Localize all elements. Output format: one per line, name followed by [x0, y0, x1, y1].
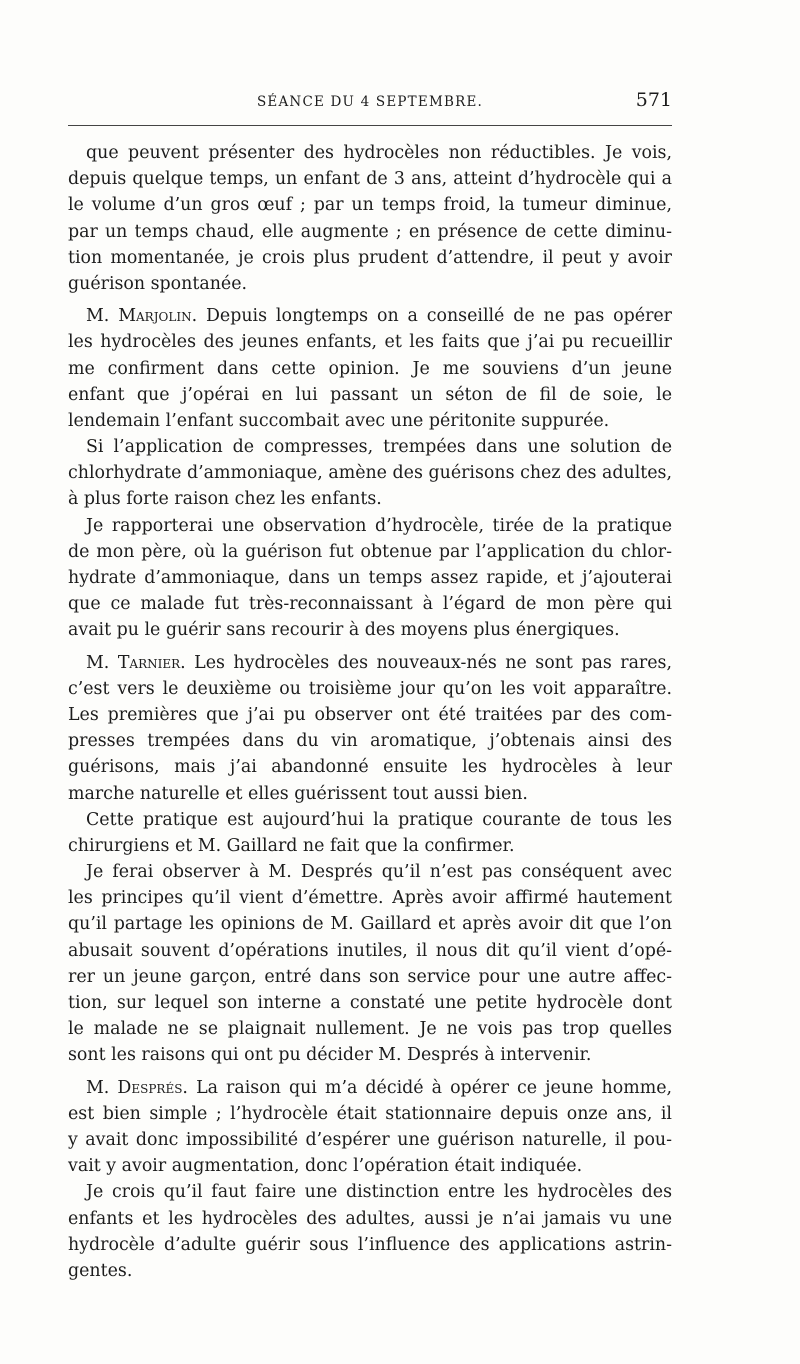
- line-text: Cette pratique est aujourd’hui la pratique courante de tous les: [86, 809, 672, 830]
- text-line: [68, 702, 672, 728]
- line-text: Je ferai observer à M. Després qu’il n’est pas conséquent avec: [86, 862, 672, 883]
- text-line: [68, 192, 672, 218]
- line-text: qu’il partage les opinions de M. Gaillard et après avoir dit que l’on: [68, 914, 672, 935]
- line-text: La raison qui m’a décidé à opérer ce jeune homme,: [196, 1077, 673, 1098]
- text-line: [68, 754, 672, 780]
- line-text: y avait donc impossibilité d’espérer une guérison naturelle, il pou-: [68, 1129, 672, 1150]
- line-text: enfants et les hydrocèles des adultes, aussi je n’ai jamais vu une: [68, 1208, 672, 1229]
- text-line: [68, 650, 672, 676]
- text-line: [68, 1075, 672, 1101]
- text-line: [68, 833, 672, 859]
- line-text: depuis quelque temps, un enfant de 3 ans, atteint d’hydrocèle qui a: [68, 169, 672, 190]
- header-rule: [68, 125, 672, 126]
- line-text: abusait souvent d’opérations inutiles, il nous dit qu’il vient d’opé-: [68, 940, 672, 961]
- line-text: le volume d’un gros œuf ; par un temps froid, la tumeur diminue,: [68, 195, 672, 216]
- text-line: [68, 382, 672, 408]
- line-text: tion, sur lequel son interne a constaté une petite hydrocèle dont: [68, 993, 672, 1013]
- text-line: [68, 591, 672, 617]
- paragraph: [68, 1179, 672, 1284]
- line-text: hydrate d’ammoniaque, dans un temps assez rapide, et j’ajouterai: [68, 568, 672, 588]
- body-text: [68, 140, 672, 1284]
- line-text: Les hydrocèles des nouveaux-nés ne sont pas rares,: [194, 652, 672, 673]
- line-text: guérisons, mais j’ai abandonné ensuite les hydrocèles à leur: [68, 757, 672, 778]
- text-line: [68, 1127, 672, 1153]
- line-text: presses trempées dans du vin aromatique, j’obtenais ainsi des: [68, 731, 672, 752]
- text-line: [68, 990, 672, 1016]
- text-line: [68, 1206, 672, 1232]
- text-line: [68, 486, 672, 512]
- line-text: vait y avoir augmentation, donc l’opération était indiquée.: [68, 1156, 583, 1177]
- text-line: [68, 1232, 672, 1258]
- speech-paragraph: [68, 1075, 672, 1180]
- paragraph: [68, 859, 672, 1069]
- text-line: [68, 807, 672, 833]
- speech-paragraph: [68, 650, 672, 807]
- text-line: [68, 781, 672, 807]
- speaker-name: M. Després.: [86, 1077, 188, 1098]
- text-line: [68, 539, 672, 565]
- line-text: rer un jeune garçon, entré dans son service pour une autre affec-: [68, 966, 672, 987]
- line-text: chlorhydrate d’ammoniaque, amène des guérisons chez des adultes,: [68, 463, 672, 484]
- speech-paragraph: [68, 303, 672, 434]
- line-text: avait pu le guérir sans recourir à des moyens plus énergiques.: [68, 620, 620, 641]
- text-line: [68, 303, 672, 329]
- line-text: le malade ne se plaignait nullement. Je ne vois pas trop quelles: [68, 1019, 672, 1040]
- text-line: [68, 1101, 672, 1127]
- paragraph: [68, 807, 672, 859]
- line-text: guérison spontanée.: [68, 273, 248, 294]
- line-text: Les premières que j’ai pu observer ont été traitées par des com-: [68, 704, 672, 725]
- text-line: [68, 565, 672, 591]
- text-line: [68, 1258, 672, 1284]
- line-text: Je rapporterai une observation d’hydrocèle, tirée de la pratique: [86, 515, 672, 536]
- line-text: me confirment dans cette opinion. Je me souviens d’un jeune: [68, 358, 672, 379]
- paragraph: [68, 140, 672, 297]
- text-line: [68, 460, 672, 486]
- line-text: par un temps chaud, elle augmente ; en présence de cette diminu-: [68, 221, 672, 242]
- text-line: [68, 676, 672, 702]
- text-line: [68, 434, 672, 460]
- line-text: enfant que j’opérai en lui passant un séton de fil de soie, le: [68, 384, 672, 405]
- text-line: [68, 911, 672, 937]
- text-line: [68, 728, 672, 754]
- paragraph: [68, 513, 672, 644]
- running-head: [68, 88, 672, 116]
- text-line: [68, 408, 672, 434]
- text-line: [68, 938, 672, 964]
- text-line: [68, 513, 672, 539]
- text-line: [68, 617, 672, 643]
- line-text: est bien simple ; l’hydrocèle était stationnaire depuis onze ans, il: [68, 1103, 672, 1124]
- text-line: [68, 219, 672, 245]
- line-text: de mon père, où la guérison fut obtenue par l’application du chlor-: [68, 541, 672, 562]
- text-line: [68, 140, 672, 166]
- line-text: chirurgiens et M. Gaillard ne fait que la confirmer.: [68, 835, 515, 856]
- line-text: à plus forte raison chez les enfants.: [68, 489, 382, 510]
- page-number: 571: [635, 89, 672, 111]
- text-line: [68, 1153, 672, 1179]
- text-line: [68, 166, 672, 192]
- text-line: [68, 329, 672, 355]
- speaker-name: M. Tarnier.: [86, 652, 186, 673]
- line-text: sont les raisons qui ont pu décider M. Després à intervenir.: [68, 1045, 592, 1066]
- text-line: [68, 271, 672, 297]
- line-text: que ce malade fut très-reconnaissant à l’égard de mon père qui: [68, 594, 672, 615]
- speaker-name: M. Marjolin.: [86, 306, 198, 327]
- text-line: [68, 1179, 672, 1205]
- line-text: Je crois qu’il faut faire une distinction entre les hydrocèles des: [86, 1182, 672, 1203]
- running-head-title: SÉANCE DU 4 SEPTEMBRE.: [256, 94, 483, 110]
- line-text: marche naturelle et elles guérissent tout aussi bien.: [68, 783, 528, 804]
- line-text: c’est vers le deuxième ou troisième jour qu’on les voit apparaître.: [68, 678, 672, 699]
- line-text: hydrocèle d’adulte guérir sous l’influence des applications astrin-: [68, 1234, 672, 1255]
- text-line: [68, 964, 672, 990]
- text-line: [68, 1016, 672, 1042]
- text-line: [68, 859, 672, 885]
- text-line: [68, 356, 672, 382]
- text-line: [68, 1042, 672, 1068]
- line-text: tion momentanée, je crois plus prudent d’attendre, il peut y avoir: [68, 247, 672, 268]
- line-text: les principes qu’il vient d’émettre. Après avoir affirmé hautement: [68, 888, 672, 909]
- paragraph: [68, 434, 672, 513]
- line-text: que peuvent présenter des hydrocèles non réductibles. Je vois,: [86, 143, 672, 163]
- line-text: gentes.: [68, 1260, 133, 1281]
- line-text: Depuis longtemps on a conseillé de ne pas opérer: [205, 306, 672, 327]
- text-line: [68, 245, 672, 271]
- line-text: Si l’application de compresses, trempées dans une solution de: [86, 437, 672, 458]
- text-line: [68, 885, 672, 911]
- line-text: lendemain l’enfant succombait avec une péritonite suppurée.: [68, 410, 610, 431]
- line-text: les hydrocèles des jeunes enfants, et les faits que j’ai pu recueillir: [68, 332, 672, 353]
